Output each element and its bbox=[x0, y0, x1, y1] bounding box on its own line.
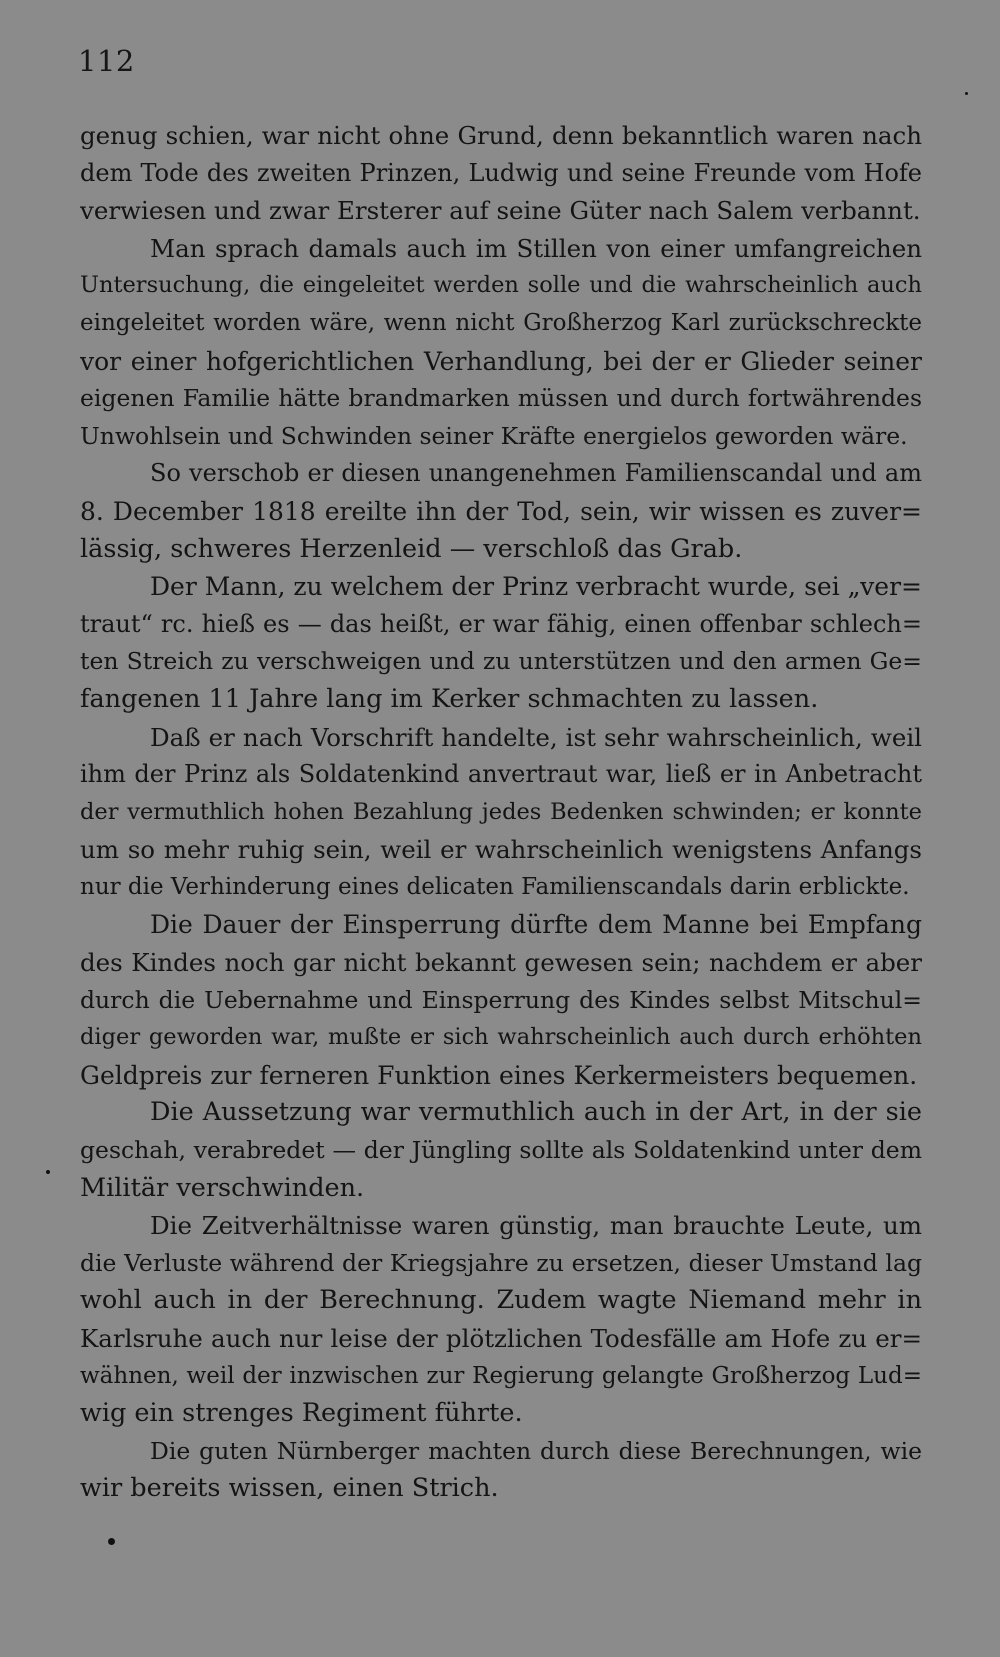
text-line: die Verluste während der Kriegsjahre zu ersetzen, dieser Umstand lag bbox=[80, 1248, 922, 1277]
text-line: ihm der Prinz als Soldatenkind anvertraut war, ließ er in Anbetracht bbox=[80, 760, 922, 789]
text-line: Die Zeitverhältnisse waren günstig, man brauchte Leute, um bbox=[150, 1211, 922, 1241]
text-line: diger geworden war, mußte er sich wahrscheinlich auch durch erhöhten bbox=[80, 1024, 922, 1051]
print-speck bbox=[108, 1538, 115, 1545]
print-speck bbox=[46, 1170, 50, 1174]
text-line: Die guten Nürnberger machten durch diese Berechnungen, wie bbox=[150, 1436, 922, 1465]
text-line: Geldpreis zur ferneren Funktion eines Kerkermeisters bequemen. bbox=[80, 1060, 918, 1090]
text-line: wig ein strenges Regiment führte. bbox=[80, 1398, 523, 1429]
text-line: Unwohlsein und Schwinden seiner Kräfte energielos geworden wäre. bbox=[80, 421, 908, 450]
text-line: Militär verschwinden. bbox=[80, 1172, 365, 1203]
text-line: Die Dauer der Einsperrung dürfte dem Manne bei Empfang bbox=[150, 910, 922, 940]
text-line: vor einer hofgerichtlichen Verhandlung, bei der er Glieder seiner bbox=[80, 346, 922, 376]
text-line: dem Tode des zweiten Prinzen, Ludwig und seine Freunde vom Hofe bbox=[80, 158, 922, 187]
text-line: eingeleitet worden wäre, wenn nicht Großherzog Karl zurückschreckte bbox=[80, 309, 922, 336]
text-line: wähnen, weil der inzwischen zur Regierung gelangte Großherzog Lud= bbox=[80, 1362, 922, 1389]
text-line: der vermuthlich hohen Bezahlung jedes Bedenken schwinden; er konnte bbox=[80, 798, 922, 825]
text-line: Daß er nach Vorschrift handelte, ist sehr wahrscheinlich, weil bbox=[150, 722, 922, 752]
text-line: lässig, schweres Herzenleid — verschloß das Grab. bbox=[80, 533, 743, 564]
text-line: So verschob er diesen unangenehmen Familienscandal und am bbox=[150, 459, 922, 488]
text-line: traut“ rc. hieß es — das heißt, er war fähig, einen offenbar schlech= bbox=[80, 609, 922, 638]
text-line: Der Mann, zu welchem der Prinz verbracht wurde, sei „ver= bbox=[150, 572, 922, 602]
text-line: fangenen 11 Jahre lang im Kerker schmachten zu lassen. bbox=[80, 683, 819, 714]
text-line: Untersuchung, die eingeleitet werden solle und die wahrscheinlich auch bbox=[80, 272, 922, 299]
text-line: Die Aussetzung war vermuthlich auch in der Art, in der sie bbox=[150, 1097, 922, 1128]
text-line: um so mehr ruhig sein, weil er wahrscheinlich wenigstens Anfangs bbox=[80, 835, 922, 865]
text-line: nur die Verhinderung eines delicaten Familienscandals darin erblickte. bbox=[80, 873, 910, 900]
text-line: Karlsruhe auch nur leise der plötzlichen Todesfälle am Hofe zu er= bbox=[80, 1324, 922, 1353]
text-line: eigenen Familie hätte brandmarken müssen und durch fortwährendes bbox=[80, 384, 922, 413]
text-line: wir bereits wissen, einen Strich. bbox=[80, 1473, 499, 1504]
text-line: genug schien, war nicht ohne Grund, denn bekanntlich waren nach bbox=[80, 121, 922, 150]
text-line: Man sprach damals auch im Stillen von einer umfangreichen bbox=[150, 233, 922, 263]
text-line: ten Streich zu verschweigen und zu unterstützen und den armen Ge= bbox=[80, 647, 922, 676]
text-line: geschah, verabredet — der Jüngling sollte als Soldatenkind unter dem bbox=[80, 1136, 922, 1165]
text-line: verwiesen und zwar Ersterer auf seine Güter nach Salem verbannt. bbox=[80, 196, 921, 226]
page-number: 112 bbox=[78, 44, 135, 78]
text-line: wohl auch in der Berechnung. Zudem wagte Niemand mehr in bbox=[80, 1285, 922, 1316]
print-speck bbox=[965, 92, 968, 95]
text-line: durch die Uebernahme und Einsperrung des Kindes selbst Mitschul= bbox=[80, 985, 922, 1014]
body-text bbox=[80, 117, 922, 1508]
text-line: des Kindes noch gar nicht bekannt gewesen sein; nachdem er aber bbox=[80, 948, 922, 978]
text-line: 8. December 1818 ereilte ihn der Tod, sein, wir wissen es zuver= bbox=[80, 496, 922, 526]
